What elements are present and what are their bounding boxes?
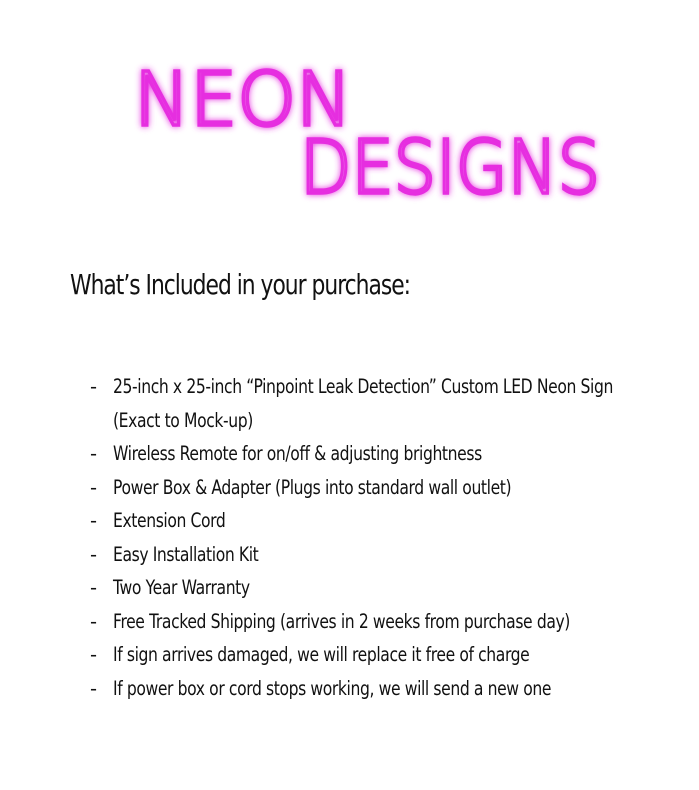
list-item-text: If power box or cord stops working, we will send a new one	[113, 676, 552, 700]
list-item	[90, 370, 650, 437]
list-item-text: Two Year Warranty	[113, 576, 250, 599]
neon-logo-graphic	[120, 50, 620, 220]
bullet-dash: -	[90, 375, 98, 398]
list-item-text: Wireless Remote for on/off & adjusting brightness	[113, 442, 482, 465]
list-item-text: If sign arrives damaged, we will replace it free of charge	[113, 643, 530, 666]
bullet-dash: -	[90, 643, 98, 666]
bullet-dash: -	[90, 576, 98, 599]
bullet-dash: -	[90, 609, 98, 633]
neon-designs-logo	[120, 50, 620, 220]
list-item-text: Power Box & Adapter (Plugs into standard wall outlet)	[113, 475, 512, 499]
list-item	[90, 471, 650, 505]
list-item	[90, 672, 650, 706]
list-item	[90, 638, 650, 672]
list-item	[90, 504, 650, 538]
page-heading: What’s Included in your purchase:	[70, 268, 411, 301]
bullet-dash: -	[90, 676, 98, 700]
bullet-dash: -	[90, 442, 98, 465]
included-items-list	[90, 370, 650, 705]
bullet-dash: -	[90, 542, 98, 566]
bullet-dash: -	[90, 509, 98, 532]
list-item-text: Free Tracked Shipping (arrives in 2 weeks from purchase day)	[113, 609, 570, 633]
logo-word-designs: DESIGNS	[300, 125, 600, 211]
list-item	[90, 571, 650, 605]
list-item	[90, 605, 650, 639]
logo-word-neon: NEON	[134, 57, 352, 143]
list-item-text: 25-inch x 25-inch “Pinpoint Leak Detection” Custom LED Neon Sign (Exact to Mock-up)	[113, 375, 613, 432]
list-item	[90, 437, 650, 471]
list-item-text: Extension Cord	[113, 509, 226, 532]
list-item-text: Easy Installation Kit	[113, 542, 259, 566]
list-item	[90, 538, 650, 572]
bullet-dash: -	[90, 475, 98, 499]
